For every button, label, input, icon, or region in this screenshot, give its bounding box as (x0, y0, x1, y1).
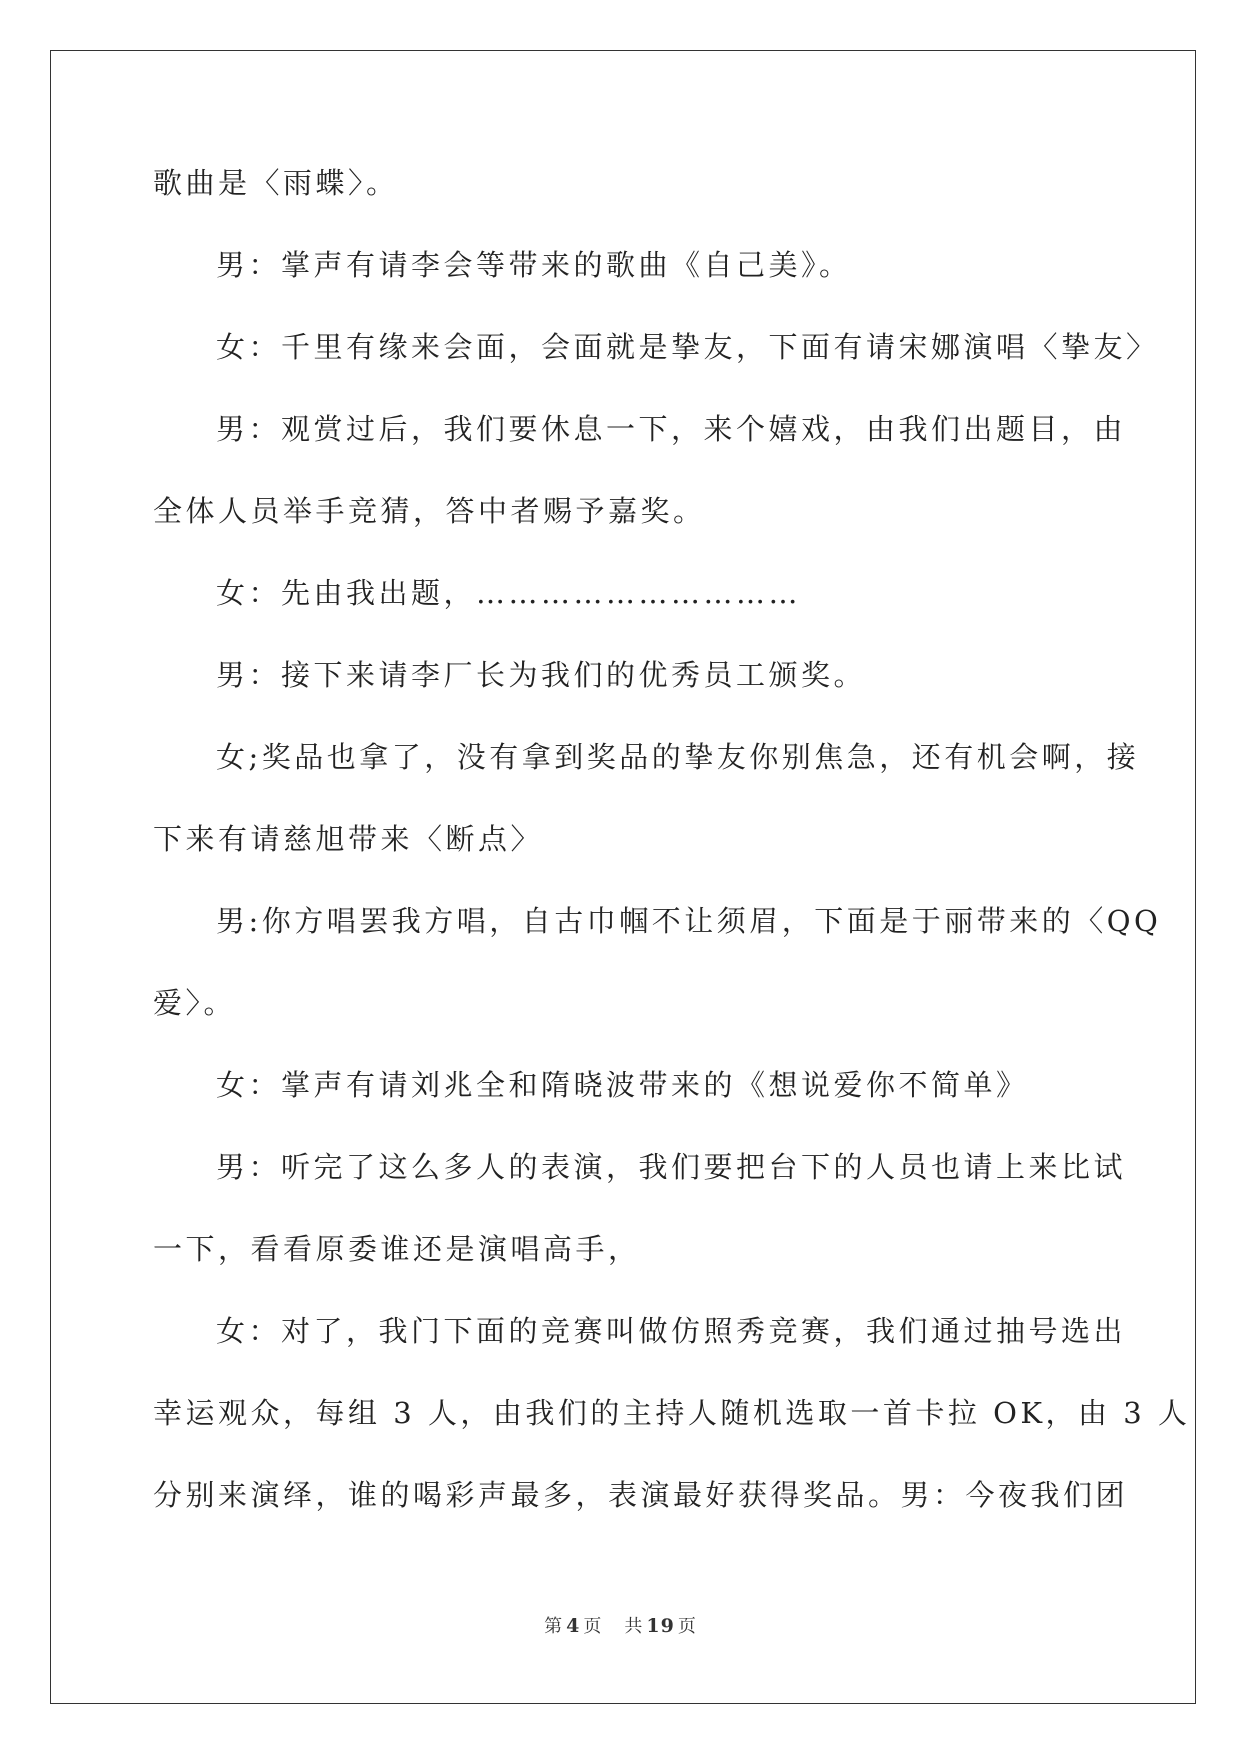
footer-page-total: 19 (646, 1615, 675, 1637)
footer-total-prefix: 共 (624, 1616, 644, 1637)
text-line: 男：掌声有请李会等带来的歌曲《自己美》。 (216, 248, 852, 282)
text-line: 女：千里有缘来会面，会面就是挚友，下面有请宋娜演唱〈挚友〉 (216, 330, 1159, 364)
text-line: 一下，看看原委谁还是演唱高手， (153, 1232, 641, 1266)
footer-page-prefix: 第 (544, 1616, 564, 1637)
text-line: 分别来演绎，谁的喝彩声最多，表演最好获得奖品。男：今夜我们团 (153, 1478, 1129, 1512)
text-line: 歌曲是〈雨蝶〉。 (153, 166, 399, 200)
page-footer (0, 1612, 1241, 1638)
footer-page-current: 4 (566, 1615, 581, 1637)
text-line: 女;奖品也拿了，没有拿到奖品的挚友你别焦急，还有机会啊，接 (216, 740, 1140, 774)
text-line: 男：接下来请李厂长为我们的优秀员工颁奖。 (216, 658, 867, 692)
footer-page-suffix: 页 (583, 1616, 603, 1637)
text-line: 全体人员举手竞猜，答中者赐予嘉奖。 (153, 494, 706, 528)
text-line: 幸运观众，每组 3 人，由我们的主持人随机选取一首卡拉 OK，由 3 人 (153, 1396, 1191, 1430)
text-line: 下来有请慈旭带来〈断点〉 (153, 822, 544, 856)
text-line: 女：对了，我门下面的竞赛叫做仿照秀竞赛，我们通过抽号选出 (216, 1314, 1127, 1348)
text-line: 男:你方唱罢我方唱，自古巾帼不让须眉，下面是于丽带来的〈QQ (216, 904, 1162, 938)
footer-total-suffix: 页 (677, 1616, 697, 1637)
text-line: 爱〉。 (153, 986, 237, 1020)
document-body (153, 163, 1191, 1557)
text-line: 男：听完了这么多人的表演，我们要把台下的人员也请上来比试 (216, 1150, 1127, 1184)
text-line: 女：掌声有请刘兆全和隋晓波带来的《想说爱你不简单》 (216, 1068, 1029, 1102)
text-line: 女：先由我出题，………………………… (216, 576, 802, 610)
text-line: 男：观赏过后，我们要休息一下，来个嬉戏，由我们出题目，由 (216, 412, 1127, 446)
